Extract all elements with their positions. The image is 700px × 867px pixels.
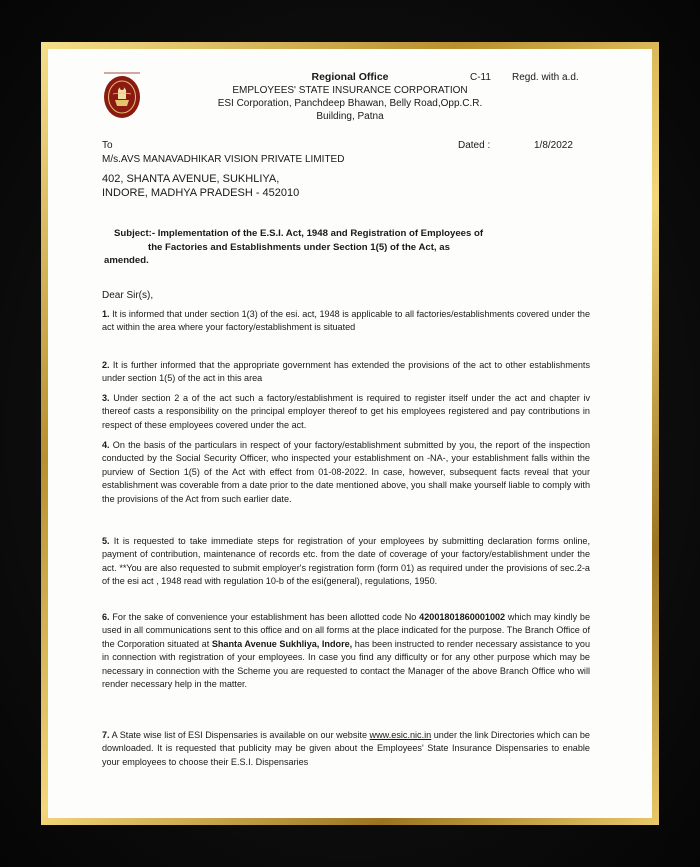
recipient-address-line2: INDORE, MADHYA PRADESH - 452010 (102, 187, 300, 199)
paragraph-2 (102, 359, 590, 386)
recipient-name: M/s.AVS MANAVADHIKAR VISION PRIVATE LIMITED (102, 154, 345, 165)
paragraph-7-text-post: under the link Directories which can be downloaded. It is requested that publicity may be given about the Employees' State Insurance Dispensaries to enable your employees to choose their E.S.I. Dispensaries (102, 730, 590, 767)
paragraph-2-text: It is further informed that the appropriate government has extended the provisions of the act to other establishments under section 1(5) of the act in this area (102, 360, 591, 384)
establishment-code: 42001801860001002 (419, 612, 506, 622)
subject-line2: the Factories and Establishments under Section 1(5) of the Act, as (148, 241, 450, 253)
esic-website-link[interactable]: www.esic.nic.in (369, 730, 432, 740)
regional-office-title: Regional Office (311, 71, 389, 83)
paragraph-4-text: On the basis of the particulars in respect of your factory/establishment submitted by you, the report of the inspection conducted by the Social Security Officer, who inspected your establishment on -NA-, your establishment falls within the purview of Section 1(5) of the Act with effect from 01-08-2022. In case, however, subsequent facts reveal that your establishment was coverable from a date prior to the date mentioned above, you shall make yourself liable to comply with the provisions of the Act from such earlier date. (102, 440, 591, 504)
subject (104, 227, 514, 268)
paragraph-6-number: 6. (102, 612, 110, 622)
paragraph-6-text-pre: For the sake of convenience your establishment has been allotted code No (112, 612, 417, 622)
paragraph-3 (102, 392, 590, 432)
paragraph-6-text-mid: which may kindly be used in all communications sent to this office and on all forms at the place indicated for the purpose. The Branch Office of the Corporation situated at (102, 612, 591, 649)
subject-line3: amended. (104, 255, 149, 266)
paragraph-7-text-pre: A State wise list of ESI Dispensaries is available on our website (111, 730, 367, 740)
form-code: C-11 (470, 72, 491, 83)
paragraph-1-text: It is informed that under section 1(3) of the esi. act, 1948 is applicable to all factories/establishments covered under the act within the area where your factory/establishment is situated (102, 309, 591, 333)
registered-with-ad: Regd. with a.d. (512, 72, 579, 83)
branch-office-location: Shanta Avenue Sukhliya, Indore, (211, 638, 353, 649)
paragraph-4-number: 4. (102, 440, 110, 450)
paragraph-5-number: 5. (102, 536, 110, 546)
office-address-line1: ESI Corporation, Panchdeep Bhawan, Belly Road,Opp.C.R. (217, 98, 483, 109)
paragraph-5-text: It is requested to take immediate steps for registration of your employees by submitting declaration forms online, payment of contribution, maintenance of records etc. from the date of coverage of your factory/establishment under the act. **You are also requested to submit employer's registration form (form 01) as required under the provisions of sec.2-a of the esi act , 1948 read with regulation 10-b of the esi(general), regulations, 1950. (102, 536, 590, 587)
subject-line1: Subject:- Implementation of the E.S.I. Act, 1948 and Registration of Employees of (114, 228, 484, 239)
to-label: To (102, 140, 113, 151)
paragraph-5 (102, 535, 590, 589)
salutation: Dear Sir(s), (102, 290, 154, 301)
date-label: Dated : (458, 140, 491, 151)
date-value: 1/8/2022 (534, 140, 573, 151)
paragraph-4 (102, 439, 590, 506)
paragraph-6 (102, 611, 590, 691)
paragraph-1-number: 1. (102, 309, 110, 319)
office-address-line2: Building, Patna (316, 111, 384, 122)
paragraph-7 (102, 729, 590, 769)
paragraph-2-number: 2. (102, 360, 110, 370)
recipient-address-line1: 402, SHANTA AVENUE, SUKHLIYA, (102, 173, 280, 185)
paragraph-6-text-post: has been instructed to render necessary assistance to you in connection with registration of your employees. In case you find any difficulty or for any other purpose which may be necessary in connection with the Scheme you are requested to contact the Manager of the above Branch Office who will render necessary help in the matter. (102, 638, 591, 690)
paragraph-3-number: 3. (102, 393, 110, 403)
paragraph-7-number: 7. (102, 730, 110, 740)
corporation-name: EMPLOYEES' STATE INSURANCE CORPORATION (232, 85, 468, 96)
paragraph-3-text: Under section 2 a of the act such a factory/establishment is required to register itself under the act and chapter iv thereof casts a responsibility on the principal employer thereof to get his employees registered and pay contributions in respect of these employees covered under the act. (102, 393, 590, 430)
letter-page (48, 49, 652, 818)
paragraph-1 (102, 308, 590, 335)
